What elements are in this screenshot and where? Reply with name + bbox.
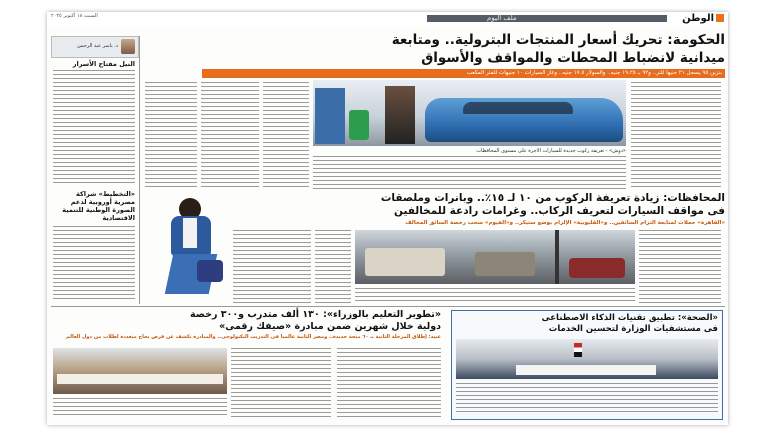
microbus-shape xyxy=(475,252,535,276)
health-headline-2: فى مستشفيات الوزارة لتحسين الخدمات xyxy=(548,324,718,334)
health-text xyxy=(456,383,718,415)
main-text-left-2 xyxy=(201,82,259,190)
pump-shape xyxy=(315,88,345,144)
gas-station-photo xyxy=(313,80,626,146)
car-red-shape xyxy=(569,258,625,278)
opinion-column xyxy=(51,36,137,304)
sidebar-text xyxy=(53,226,135,302)
handbag-shape xyxy=(197,260,223,282)
column-title: النيل مفتاح الأسرار xyxy=(72,60,135,68)
second-text-1 xyxy=(233,230,311,304)
main-text-right xyxy=(631,82,721,190)
second-text-under-photo xyxy=(355,288,635,304)
meeting-photo xyxy=(456,339,718,379)
street-photo xyxy=(355,230,635,284)
section-bar xyxy=(427,15,667,22)
main-headline-1: الحكومة: تحريك أسعار المنتجات البترولية.. ومتابعة xyxy=(391,32,725,48)
author-box xyxy=(51,36,139,58)
education-text-3 xyxy=(53,398,227,418)
second-headline-1: المحافظات: زيادة تعريفة الركوب من ١٠ لـ ١٥٪.. وبانرات وملصقات xyxy=(380,192,725,204)
logo-text: الوطن xyxy=(682,13,714,24)
table-shape xyxy=(516,365,656,375)
sidebar-headline: «التخطيط» شراكة مصرية أوروبية لدعم الصورة الوطنية للتنمية الاقتصادية xyxy=(62,190,135,222)
shirt-shape xyxy=(183,218,197,248)
main-text-left-3 xyxy=(263,82,309,190)
bus-shape xyxy=(365,248,445,276)
divider xyxy=(51,306,725,307)
health-story-box xyxy=(451,310,723,420)
author-name: د. ياسر عبد الرحمن xyxy=(76,43,118,49)
photo-caption: «دوش» - تعريفة ركوب جديدة للسيارات الأجرة على مستوى المحافظات xyxy=(476,148,626,154)
health-headline-1: «الصحة»: تطبيق تقنيات الذكاء الاصطناعى xyxy=(541,313,718,323)
main-text-under-photo xyxy=(313,156,626,190)
second-text-2 xyxy=(639,230,721,304)
education-text-1 xyxy=(231,348,331,418)
author-avatar xyxy=(121,39,135,54)
main-headline-2: ميدانية لانضباط المحطات والمواقف والأسواق xyxy=(421,50,725,66)
masthead-strip xyxy=(47,12,728,26)
car-window xyxy=(463,102,573,114)
attendant-shape xyxy=(385,86,415,144)
column-text xyxy=(53,70,135,186)
pump-hose xyxy=(349,110,369,140)
woman-photo xyxy=(143,194,229,304)
education-text-2 xyxy=(337,348,441,418)
banner-shape xyxy=(57,374,223,384)
education-headline-1: «تطوير التعليم بالوزراء»: ١٣٠ ألف متدرب و٣٠٠ رخصة xyxy=(189,309,441,320)
education-headline-2: دولية خلال شهرين ضمن مبادرة «صيفك رقمى» xyxy=(219,321,441,332)
main-strap: بنزين ٩٥ يسجل ٢١ جنيها للتر.. و٩٢ بـ ١٩.٢٥ جنيه.. والسولار ١٧.٥ جنيه.. وغاز السيارات ١٠ جنيهات للمتر المكعب xyxy=(202,69,725,78)
second-text-3 xyxy=(315,230,351,304)
pole-shape xyxy=(555,230,559,284)
issue-info: السبت ١٨ أكتوبر ٢٠٢٥ xyxy=(51,13,98,19)
main-text-left-1 xyxy=(145,82,197,190)
section-title: ملف اليوم xyxy=(487,14,517,22)
second-headline-2: فى مواقف السيارات لتعريف الركاب.. وغرامات رادعة للمخالفين xyxy=(394,205,725,217)
newspaper-page xyxy=(47,12,728,425)
flag-shape xyxy=(574,343,582,357)
newspaper-logo xyxy=(682,13,724,24)
second-subtitle: «القاهرة» حملات لمتابعة التزام السائقين.. و«القليوبية» الإلزام بوضع ستيكر.. و«الفيوم» سحب رخصة السائق المخالف xyxy=(405,220,725,226)
divider xyxy=(139,36,140,304)
group-photo xyxy=(53,348,227,394)
education-subtitle: عبيد: إطلاق المرحلة الثانية بـ ٦٠ منحة جديدة.. ومصر الثانية عالميا فى التدريب التكنولوجى.. والمبادرة تكشف عن فرص نجاح متعددة لطلاب من دول العالم xyxy=(66,334,441,340)
logo-icon xyxy=(716,14,724,22)
